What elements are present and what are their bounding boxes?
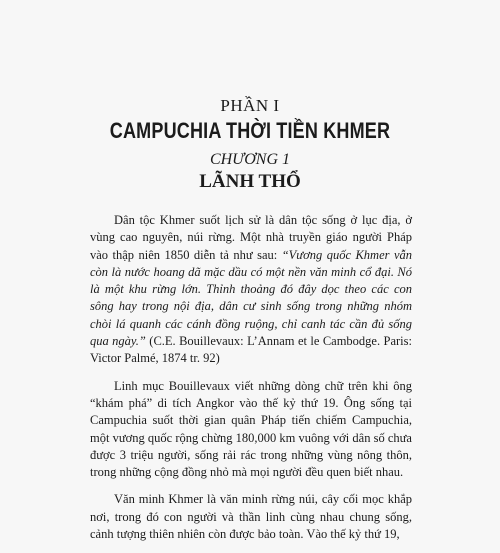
paragraph-3: Văn minh Khmer là văn minh rừng núi, cây cối mọc khắp nơi, trong đó con người và thần linh cùng nhau chung sống, cảnh tượng thiên nhiên còn được bảo toàn. Vào thế kỷ thứ 19, (90, 492, 412, 542)
part-label: PHẦN I (220, 96, 280, 115)
chapter-label: CHƯƠNG 1 (209, 151, 291, 168)
paragraph-1-text: Dân tộc Khmer suốt lịch sử là dân tộc sống ở lục địa, ở vùng cao nguyên, núi rừng. Một nhà truyền giáo người Pháp vào thập niên 1850 diễn tả như sau: (90, 213, 412, 262)
paragraph-1-quote: “Vương quốc Khmer vẫn còn là nước hoang dã mặc dầu có một nền văn minh cổ đại. Nó là một khu rừng lớn. Thỉnh thoảng đó đây dọc theo các con sông hay trong nội địa, dân cư sinh sống trong những nhóm chòi lá quanh các cánh đồng ruộng, chỉ canh tác cần đủ sống qua ngày.” (90, 247, 413, 349)
body-text (90, 212, 412, 553)
paragraph-1-citation: (C.E. Bouillevaux: L’Annam et le Cambodge. Paris: Victor Palmé, 1874 tr. 92) (90, 334, 412, 366)
paragraph-1 (90, 212, 412, 368)
part-title: CAMPUCHIA THỜI TIỀN KHMER (109, 118, 391, 143)
chapter-title: LÃNH THỔ (199, 171, 301, 192)
paragraph-2: Linh mục Bouillevaux viết những dòng chữ trên khi ông “khám phá” di tích Angkor vào thế kỷ thứ 19. Ông sống tại Campuchia suốt thời gian quân Pháp tiến chiếm Campuchia, một vương quốc rộng chừng 180,000 km vuông với dân số chưa được 3 triệu người, sống rải rác trong những vùng nông thôn, trong những cộng đồng nhỏ mà mọi người đều quen biết nhau. (90, 378, 412, 480)
